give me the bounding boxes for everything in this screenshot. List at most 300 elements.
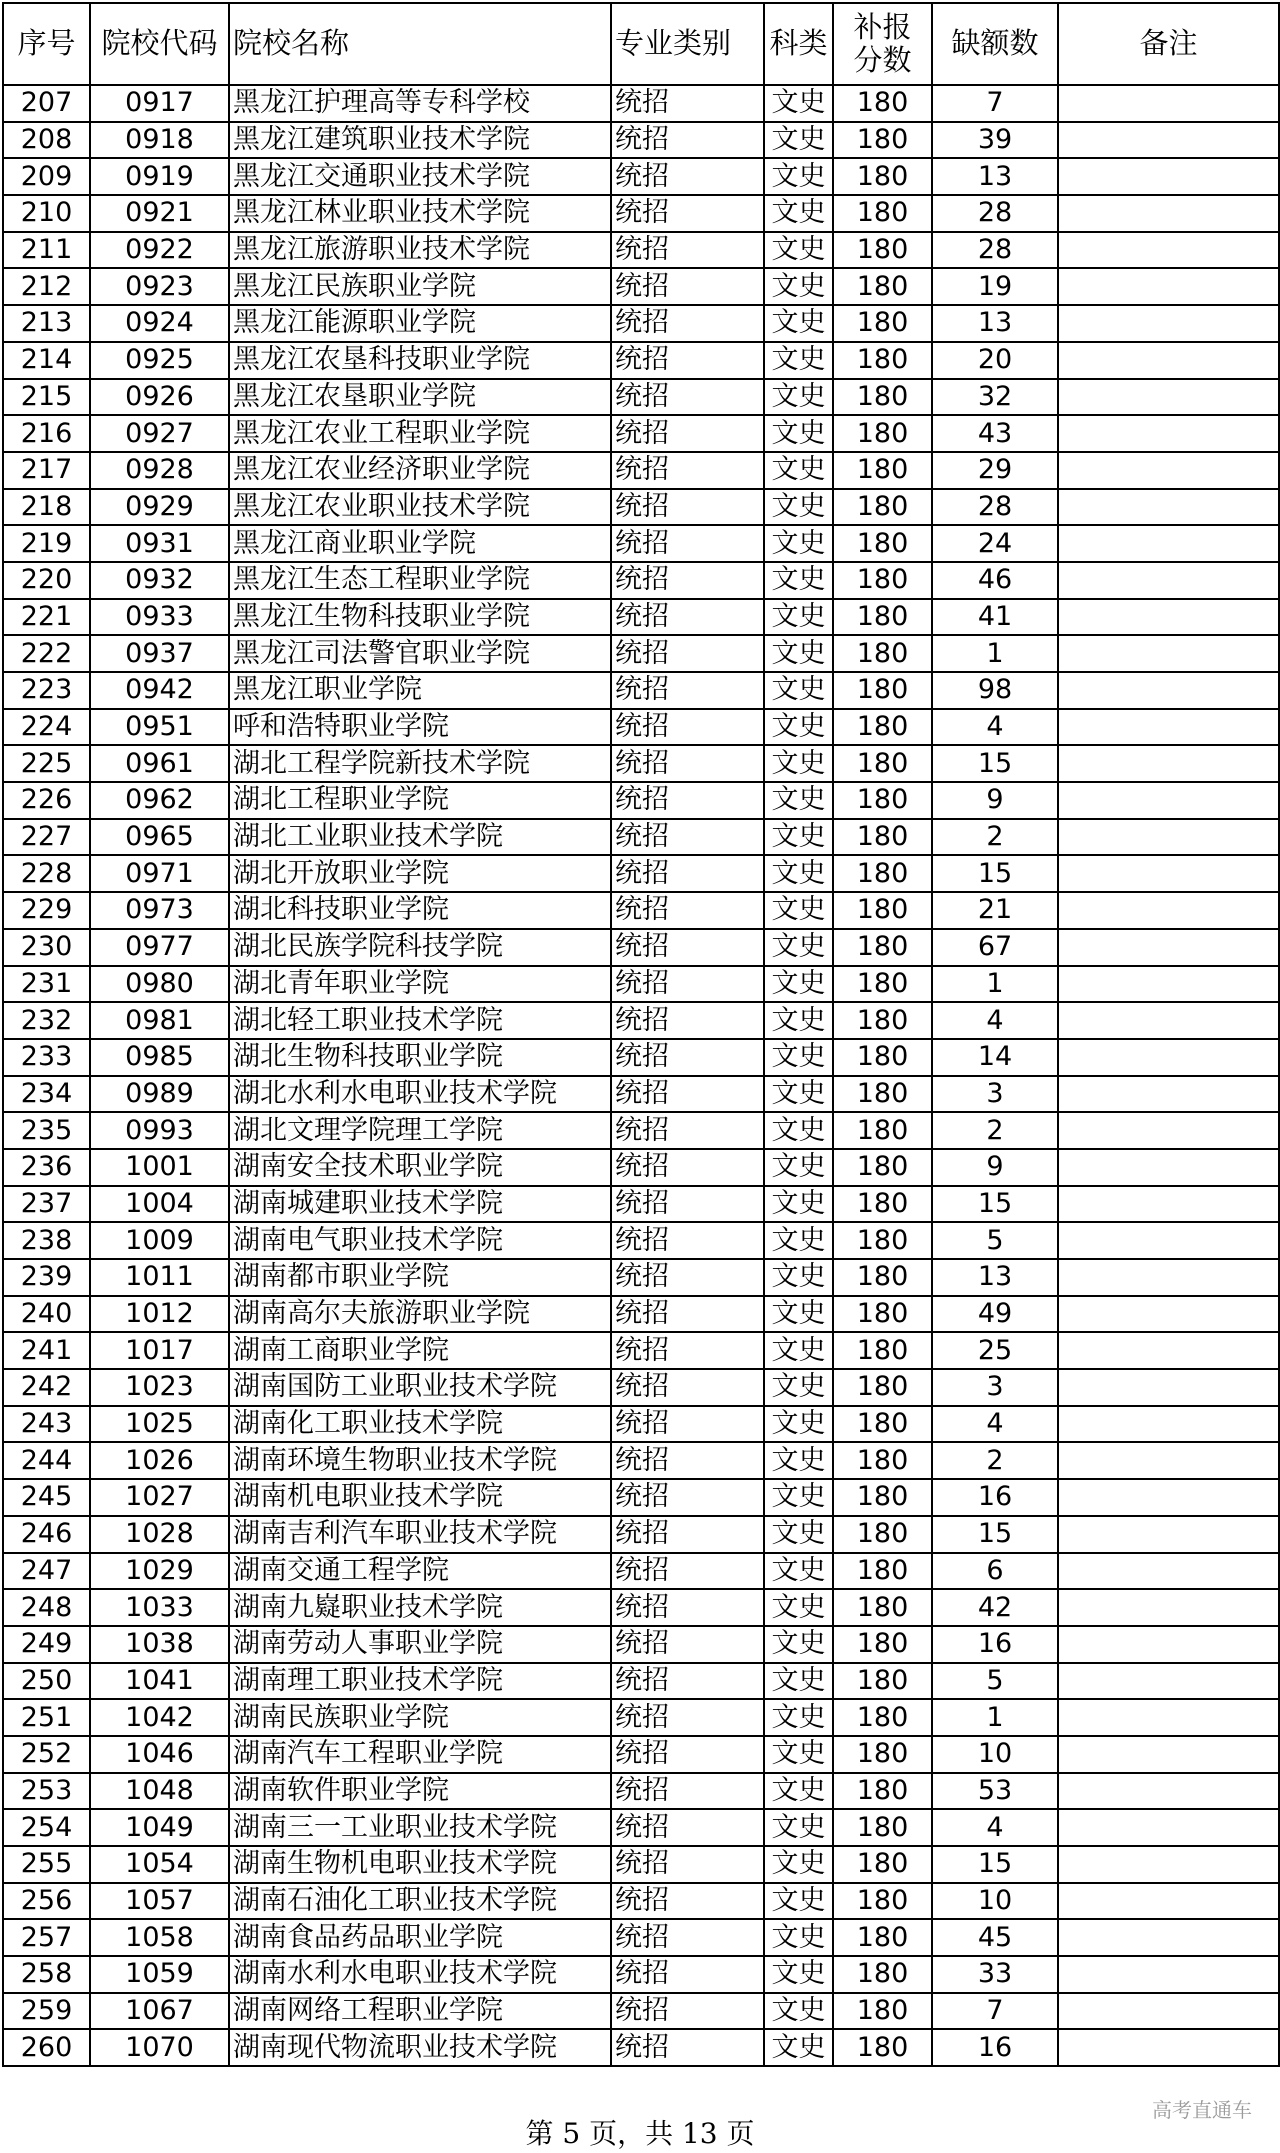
cell-major-category: 统招 (611, 1369, 764, 1406)
cell-seq: 239 (3, 1259, 90, 1296)
cell-major-category: 统招 (611, 709, 764, 746)
table-row (3, 1993, 1279, 2030)
table-row (3, 1296, 1279, 1333)
cell-vacancy: 20 (932, 342, 1058, 379)
cell-subject: 文史 (764, 855, 833, 892)
cell-school-code: 1012 (90, 1296, 229, 1333)
cell-school-code: 1004 (90, 1186, 229, 1223)
table-row (3, 85, 1279, 122)
cell-school-code: 1042 (90, 1699, 229, 1736)
cell-remark (1058, 635, 1279, 672)
cell-seq: 250 (3, 1663, 90, 1700)
cell-remark (1058, 85, 1279, 122)
cell-major-category: 统招 (611, 158, 764, 195)
cell-seq: 232 (3, 1002, 90, 1039)
cell-seq: 238 (3, 1222, 90, 1259)
cell-school-name: 黑龙江农业职业技术学院 (229, 489, 611, 526)
cell-major-category: 统招 (611, 1406, 764, 1443)
table-row (3, 929, 1279, 966)
cell-vacancy: 7 (932, 85, 1058, 122)
cell-school-name: 湖北民族学院科技学院 (229, 929, 611, 966)
cell-vacancy: 1 (932, 1699, 1058, 1736)
cell-vacancy: 9 (932, 1149, 1058, 1186)
cell-subject: 文史 (764, 158, 833, 195)
cell-remark (1058, 562, 1279, 599)
cell-supplement-score: 180 (833, 1809, 932, 1846)
page-number: 第 5 页，共 13 页 (525, 2117, 755, 2150)
cell-seq: 225 (3, 745, 90, 782)
cell-school-name: 黑龙江司法警官职业学院 (229, 635, 611, 672)
cell-major-category: 统招 (611, 85, 764, 122)
cell-supplement-score: 180 (833, 709, 932, 746)
cell-major-category: 统招 (611, 1809, 764, 1846)
cell-seq: 215 (3, 379, 90, 416)
cell-vacancy: 25 (932, 1332, 1058, 1369)
cell-school-name: 湖南劳动人事职业学院 (229, 1626, 611, 1663)
cell-vacancy: 4 (932, 1002, 1058, 1039)
cell-remark (1058, 1736, 1279, 1773)
cell-vacancy: 49 (932, 1296, 1058, 1333)
cell-school-code: 1049 (90, 1809, 229, 1846)
cell-seq: 209 (3, 158, 90, 195)
cell-remark (1058, 1039, 1279, 1076)
cell-school-name: 湖南软件职业学院 (229, 1773, 611, 1810)
cell-subject: 文史 (764, 122, 833, 159)
cell-vacancy: 4 (932, 1406, 1058, 1443)
cell-subject: 文史 (764, 929, 833, 966)
cell-school-code: 1041 (90, 1663, 229, 1700)
cell-subject: 文史 (764, 1699, 833, 1736)
table-row (3, 1479, 1279, 1516)
cell-vacancy: 19 (932, 268, 1058, 305)
cell-school-name: 湖北工业职业技术学院 (229, 819, 611, 856)
cell-seq: 237 (3, 1186, 90, 1223)
cell-remark (1058, 672, 1279, 709)
cell-school-name: 黑龙江商业职业学院 (229, 525, 611, 562)
cell-subject: 文史 (764, 635, 833, 672)
cell-seq: 248 (3, 1589, 90, 1626)
cell-school-name: 湖南电气职业技术学院 (229, 1222, 611, 1259)
cell-vacancy: 14 (932, 1039, 1058, 1076)
cell-school-code: 0932 (90, 562, 229, 599)
cell-subject: 文史 (764, 782, 833, 819)
cell-subject: 文史 (764, 305, 833, 342)
header-school-name: 院校名称 (229, 3, 611, 85)
table-row (3, 1516, 1279, 1553)
cell-school-code: 1001 (90, 1149, 229, 1186)
table-row (3, 1222, 1279, 1259)
cell-school-name: 湖南生物机电职业技术学院 (229, 1846, 611, 1883)
cell-vacancy: 53 (932, 1773, 1058, 1810)
table-row (3, 305, 1279, 342)
cell-seq: 246 (3, 1516, 90, 1553)
cell-seq: 244 (3, 1442, 90, 1479)
table-row (3, 819, 1279, 856)
cell-seq: 230 (3, 929, 90, 966)
table-row (3, 1259, 1279, 1296)
cell-vacancy: 32 (932, 379, 1058, 416)
cell-major-category: 统招 (611, 1112, 764, 1149)
cell-vacancy: 28 (932, 195, 1058, 232)
cell-school-code: 0923 (90, 268, 229, 305)
cell-subject: 文史 (764, 1002, 833, 1039)
cell-major-category: 统招 (611, 1039, 764, 1076)
cell-school-code: 0971 (90, 855, 229, 892)
cell-major-category: 统招 (611, 745, 764, 782)
cell-school-name: 黑龙江农业工程职业学院 (229, 415, 611, 452)
cell-school-code: 0922 (90, 232, 229, 269)
cell-vacancy: 13 (932, 158, 1058, 195)
table-row (3, 452, 1279, 489)
cell-supplement-score: 180 (833, 1919, 932, 1956)
cell-school-name: 湖南国防工业职业技术学院 (229, 1369, 611, 1406)
cell-supplement-score: 180 (833, 1516, 932, 1553)
cell-supplement-score: 180 (833, 1369, 932, 1406)
cell-remark (1058, 415, 1279, 452)
cell-supplement-score: 180 (833, 1553, 932, 1590)
cell-major-category: 统招 (611, 1773, 764, 1810)
cell-supplement-score: 180 (833, 1589, 932, 1626)
cell-vacancy: 33 (932, 1956, 1058, 1993)
table-row (3, 1589, 1279, 1626)
cell-subject: 文史 (764, 85, 833, 122)
cell-subject: 文史 (764, 1479, 833, 1516)
cell-supplement-score: 180 (833, 195, 932, 232)
cell-major-category: 统招 (611, 1956, 764, 1993)
cell-vacancy: 29 (932, 452, 1058, 489)
cell-supplement-score: 180 (833, 1112, 932, 1149)
cell-seq: 210 (3, 195, 90, 232)
cell-remark (1058, 489, 1279, 526)
cell-supplement-score: 180 (833, 1846, 932, 1883)
cell-major-category: 统招 (611, 268, 764, 305)
cell-subject: 文史 (764, 709, 833, 746)
cell-seq: 222 (3, 635, 90, 672)
cell-remark (1058, 599, 1279, 636)
cell-seq: 226 (3, 782, 90, 819)
table-row (3, 1039, 1279, 1076)
cell-seq: 240 (3, 1296, 90, 1333)
cell-major-category: 统招 (611, 672, 764, 709)
cell-subject: 文史 (764, 892, 833, 929)
cell-school-code: 1070 (90, 2029, 229, 2066)
cell-supplement-score: 180 (833, 1442, 932, 1479)
cell-remark (1058, 1773, 1279, 1810)
cell-subject: 文史 (764, 1076, 833, 1113)
cell-vacancy: 1 (932, 635, 1058, 672)
cell-remark (1058, 929, 1279, 966)
cell-subject: 文史 (764, 268, 833, 305)
cell-remark (1058, 1076, 1279, 1113)
table-row (3, 1369, 1279, 1406)
cell-supplement-score: 180 (833, 1663, 932, 1700)
cell-school-code: 1025 (90, 1406, 229, 1443)
cell-vacancy: 15 (932, 1846, 1058, 1883)
cell-subject: 文史 (764, 1919, 833, 1956)
cell-seq: 216 (3, 415, 90, 452)
cell-supplement-score: 180 (833, 1956, 932, 1993)
cell-school-code: 0919 (90, 158, 229, 195)
cell-seq: 245 (3, 1479, 90, 1516)
cell-remark (1058, 195, 1279, 232)
cell-subject: 文史 (764, 1626, 833, 1663)
cell-school-code: 1067 (90, 1993, 229, 2030)
cell-supplement-score: 180 (833, 85, 932, 122)
cell-remark (1058, 1846, 1279, 1883)
cell-supplement-score: 180 (833, 1626, 932, 1663)
cell-remark (1058, 158, 1279, 195)
cell-major-category: 统招 (611, 819, 764, 856)
cell-subject: 文史 (764, 1406, 833, 1443)
cell-school-code: 0927 (90, 415, 229, 452)
cell-school-code: 0973 (90, 892, 229, 929)
cell-major-category: 统招 (611, 1222, 764, 1259)
cell-supplement-score: 180 (833, 599, 932, 636)
cell-supplement-score: 180 (833, 1149, 932, 1186)
header-major-category: 专业类别 (611, 3, 764, 85)
cell-remark (1058, 232, 1279, 269)
cell-supplement-score: 180 (833, 2029, 932, 2066)
cell-vacancy: 3 (932, 1369, 1058, 1406)
cell-subject: 文史 (764, 1993, 833, 2030)
cell-school-name: 黑龙江农业经济职业学院 (229, 452, 611, 489)
cell-major-category: 统招 (611, 635, 764, 672)
cell-school-name: 湖南现代物流职业技术学院 (229, 2029, 611, 2066)
cell-subject: 文史 (764, 966, 833, 1003)
cell-school-name: 湖南网络工程职业学院 (229, 1993, 611, 2030)
cell-school-code: 1017 (90, 1332, 229, 1369)
cell-subject: 文史 (764, 232, 833, 269)
cell-remark (1058, 342, 1279, 379)
cell-supplement-score: 180 (833, 966, 932, 1003)
cell-school-code: 0993 (90, 1112, 229, 1149)
cell-seq: 208 (3, 122, 90, 159)
cell-school-name: 湖北水利水电职业技术学院 (229, 1076, 611, 1113)
cell-seq: 219 (3, 525, 90, 562)
cell-major-category: 统招 (611, 1993, 764, 2030)
cell-seq: 253 (3, 1773, 90, 1810)
table-row (3, 195, 1279, 232)
cell-remark (1058, 1809, 1279, 1846)
cell-school-name: 黑龙江建筑职业技术学院 (229, 122, 611, 159)
table-row (3, 342, 1279, 379)
cell-vacancy: 43 (932, 415, 1058, 452)
cell-major-category: 统招 (611, 1919, 764, 1956)
cell-subject: 文史 (764, 1846, 833, 1883)
cell-school-code: 0965 (90, 819, 229, 856)
cell-school-code: 0980 (90, 966, 229, 1003)
cell-school-name: 湖北青年职业学院 (229, 966, 611, 1003)
cell-school-code: 1038 (90, 1626, 229, 1663)
cell-subject: 文史 (764, 1442, 833, 1479)
cell-subject: 文史 (764, 379, 833, 416)
cell-school-code: 0921 (90, 195, 229, 232)
cell-school-code: 0933 (90, 599, 229, 636)
cell-vacancy: 15 (932, 1186, 1058, 1223)
cell-seq: 259 (3, 1993, 90, 2030)
cell-vacancy: 16 (932, 2029, 1058, 2066)
cell-school-name: 黑龙江能源职业学院 (229, 305, 611, 342)
cell-subject: 文史 (764, 1149, 833, 1186)
cell-major-category: 统招 (611, 1516, 764, 1553)
cell-seq: 256 (3, 1883, 90, 1920)
table-row (3, 232, 1279, 269)
cell-school-name: 湖北文理学院理工学院 (229, 1112, 611, 1149)
cell-subject: 文史 (764, 1296, 833, 1333)
table-row (3, 709, 1279, 746)
cell-subject: 文史 (764, 1589, 833, 1626)
header-vacancy: 缺额数 (932, 3, 1058, 85)
cell-supplement-score: 180 (833, 525, 932, 562)
cell-seq: 243 (3, 1406, 90, 1443)
table-row (3, 1919, 1279, 1956)
cell-school-name: 黑龙江职业学院 (229, 672, 611, 709)
cell-major-category: 统招 (611, 855, 764, 892)
cell-seq: 233 (3, 1039, 90, 1076)
cell-supplement-score: 180 (833, 1296, 932, 1333)
cell-supplement-score: 180 (833, 232, 932, 269)
cell-major-category: 统招 (611, 1736, 764, 1773)
cell-school-name: 湖南汽车工程职业学院 (229, 1736, 611, 1773)
cell-remark (1058, 452, 1279, 489)
cell-supplement-score: 180 (833, 1186, 932, 1223)
table-row (3, 1699, 1279, 1736)
cell-major-category: 统招 (611, 966, 764, 1003)
table-row (3, 525, 1279, 562)
cell-supplement-score: 180 (833, 635, 932, 672)
cell-remark (1058, 2029, 1279, 2066)
cell-subject: 文史 (764, 525, 833, 562)
cell-remark (1058, 1919, 1279, 1956)
cell-subject: 文史 (764, 1663, 833, 1700)
cell-major-category: 统招 (611, 232, 764, 269)
table-row (3, 562, 1279, 599)
cell-remark (1058, 819, 1279, 856)
cell-school-name: 湖南都市职业学院 (229, 1259, 611, 1296)
cell-subject: 文史 (764, 1516, 833, 1553)
cell-supplement-score: 180 (833, 379, 932, 416)
cell-vacancy: 15 (932, 1516, 1058, 1553)
cell-supplement-score: 180 (833, 268, 932, 305)
cell-remark (1058, 1663, 1279, 1700)
cell-school-name: 湖南机电职业技术学院 (229, 1479, 611, 1516)
cell-remark (1058, 1516, 1279, 1553)
cell-major-category: 统招 (611, 1479, 764, 1516)
cell-subject: 文史 (764, 672, 833, 709)
cell-subject: 文史 (764, 1553, 833, 1590)
cell-remark (1058, 1222, 1279, 1259)
cell-major-category: 统招 (611, 379, 764, 416)
cell-seq: 212 (3, 268, 90, 305)
cell-school-code: 1046 (90, 1736, 229, 1773)
cell-vacancy: 5 (932, 1663, 1058, 1700)
header-row (3, 3, 1279, 85)
cell-major-category: 统招 (611, 1883, 764, 1920)
cell-school-code: 0961 (90, 745, 229, 782)
table-row (3, 1149, 1279, 1186)
cell-school-code: 0929 (90, 489, 229, 526)
cell-school-code: 1023 (90, 1369, 229, 1406)
cell-major-category: 统招 (611, 1553, 764, 1590)
cell-school-name: 呼和浩特职业学院 (229, 709, 611, 746)
cell-school-name: 湖南民族职业学院 (229, 1699, 611, 1736)
cell-supplement-score: 180 (833, 1076, 932, 1113)
cell-supplement-score: 180 (833, 1406, 932, 1443)
cell-remark (1058, 1112, 1279, 1149)
cell-major-category: 统招 (611, 305, 764, 342)
cell-subject: 文史 (764, 2029, 833, 2066)
cell-school-name: 湖北工程职业学院 (229, 782, 611, 819)
cell-vacancy: 15 (932, 855, 1058, 892)
cell-school-name: 湖南九嶷职业技术学院 (229, 1589, 611, 1626)
cell-seq: 257 (3, 1919, 90, 1956)
cell-subject: 文史 (764, 1186, 833, 1223)
watermark-text: 高考直通车 (1152, 2098, 1252, 2122)
cell-subject: 文史 (764, 1112, 833, 1149)
table-row (3, 1736, 1279, 1773)
cell-supplement-score: 180 (833, 415, 932, 452)
cell-major-category: 统招 (611, 122, 764, 159)
cell-supplement-score: 180 (833, 1002, 932, 1039)
cell-vacancy: 6 (932, 1553, 1058, 1590)
cell-major-category: 统招 (611, 1626, 764, 1663)
header-supplement-score: 补报 分数 (833, 3, 932, 85)
cell-school-name: 湖南石油化工职业技术学院 (229, 1883, 611, 1920)
cell-school-name: 湖南理工职业技术学院 (229, 1663, 611, 1700)
cell-major-category: 统招 (611, 599, 764, 636)
cell-major-category: 统招 (611, 1259, 764, 1296)
cell-seq: 217 (3, 452, 90, 489)
cell-supplement-score: 180 (833, 1332, 932, 1369)
cell-school-code: 0931 (90, 525, 229, 562)
cell-seq: 227 (3, 819, 90, 856)
cell-remark (1058, 1956, 1279, 1993)
cell-subject: 文史 (764, 195, 833, 232)
cell-vacancy: 67 (932, 929, 1058, 966)
cell-supplement-score: 180 (833, 1773, 932, 1810)
cell-supplement-score: 180 (833, 1222, 932, 1259)
cell-vacancy: 39 (932, 122, 1058, 159)
cell-subject: 文史 (764, 599, 833, 636)
cell-vacancy: 41 (932, 599, 1058, 636)
cell-seq: 213 (3, 305, 90, 342)
cell-supplement-score: 180 (833, 1479, 932, 1516)
cell-remark (1058, 1149, 1279, 1186)
cell-school-code: 0925 (90, 342, 229, 379)
header-school-code: 院校代码 (90, 3, 229, 85)
cell-major-category: 统招 (611, 1846, 764, 1883)
cell-school-name: 黑龙江农垦科技职业学院 (229, 342, 611, 379)
cell-seq: 214 (3, 342, 90, 379)
table-row (3, 1773, 1279, 1810)
cell-seq: 254 (3, 1809, 90, 1846)
cell-vacancy: 2 (932, 1442, 1058, 1479)
cell-remark (1058, 525, 1279, 562)
cell-remark (1058, 1883, 1279, 1920)
cell-remark (1058, 1259, 1279, 1296)
cell-remark (1058, 1369, 1279, 1406)
table-row (3, 1663, 1279, 1700)
cell-supplement-score: 180 (833, 929, 932, 966)
cell-school-code: 1058 (90, 1919, 229, 1956)
cell-supplement-score: 180 (833, 342, 932, 379)
cell-seq: 235 (3, 1112, 90, 1149)
cell-school-name: 湖南交通工程学院 (229, 1553, 611, 1590)
cell-seq: 234 (3, 1076, 90, 1113)
cell-school-name: 湖南水利水电职业技术学院 (229, 1956, 611, 1993)
cell-vacancy: 10 (932, 1883, 1058, 1920)
cell-subject: 文史 (764, 1809, 833, 1846)
